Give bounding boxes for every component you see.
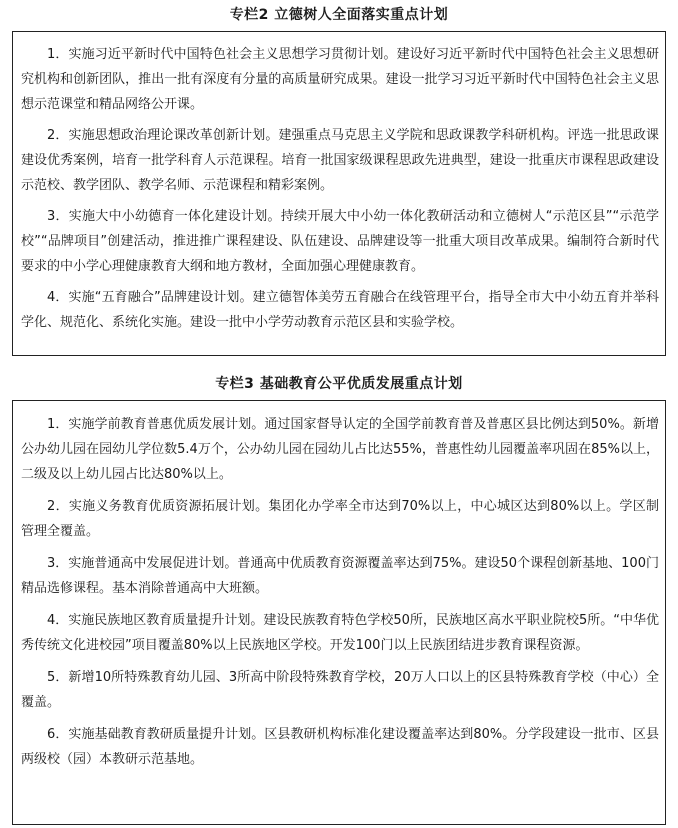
section-2-item-3: 3．实施大中小幼德育一体化建设计划。持续开展大中小幼一体化教研活动和立德树人“示范区县”“示范学校”“品牌项目”创建活动，推进推广课程建设、队伍建设、品牌建设等一批重大项目改革成果。编制符合新时代要求的中小学心理健康教育大纲和地方教材，全面加强心理健康教育。 — [21, 209, 659, 274]
section-3-item-4: 4．实施民族地区教育质量提升计划。建设民族教育特色学校50所，民族地区高水平职业院校5所。“中华优秀传统文化进校园”项目覆盖80%以上民族地区学校。开发100门以上民族团结进步教育课程资源。 — [21, 613, 659, 653]
section-2-box — [12, 31, 666, 356]
section-3-item-3: 3．实施普通高中发展促进计划。普通高中优质教育资源覆盖率达到75%。建设50个课程创新基地、100门精品选修课程。基本消除普通高中大班额。 — [21, 556, 659, 596]
section-2-title: 专栏2 立德树人全面落实重点计划 — [229, 7, 449, 23]
section-3-title: 专栏3 基础教育公平优质发展重点计划 — [215, 376, 463, 392]
section-3-item-1: 1．实施学前教育普惠优质发展计划。通过国家督导认定的全国学前教育普及普惠区县比例达到50%。新增公办幼儿园在园幼儿学位数5.4万个，公办幼儿园在园幼儿占比达55%，普惠性幼儿园覆盖率巩固在85%以上，二级及以上幼儿园占比达80%以上。 — [21, 417, 659, 482]
section-2-item-2: 2．实施思想政治理论课改革创新计划。建强重点马克思主义学院和思政课教学科研机构。评选一批思政课建设优秀案例，培育一批学科育人示范课程。培育一批国家级课程思政先进典型，建设一批重庆市课程思政建设示范校、教学团队、教学名师、示范课程和精彩案例。 — [21, 128, 659, 193]
section-2-item-4: 4．实施“五育融合”品牌建设计划。建立德智体美劳五育融合在线管理平台，指导全市大中小幼五育并举科学化、规范化、系统化实施。建设一批中小学劳动教育示范区县和实验学校。 — [21, 290, 659, 330]
section-3-item-2: 2．实施义务教育优质资源拓展计划。集团化办学率全市达到70%以上，中心城区达到80%以上。学区制管理全覆盖。 — [21, 499, 659, 539]
section-2-item-1: 1．实施习近平新时代中国特色社会主义思想学习贯彻计划。建设好习近平新时代中国特色社会主义思想研究机构和创新团队，推出一批有深度有分量的高质量研究成果。建设一批学习习近平新时代中国特色社会主义思想示范课堂和精品网络公开课。 — [21, 47, 659, 112]
section-3-item-6: 6．实施基础教育教研质量提升计划。区县教研机构标准化建设覆盖率达到80%。分学段建设一批市、区县两级校（园）本教研示范基地。 — [21, 727, 659, 767]
section-3-box — [12, 400, 666, 825]
section-3-item-5: 5．新增10所特殊教育幼儿园、3所高中阶段特殊教育学校，20万人口以上的区县特殊教育学校（中心）全覆盖。 — [21, 670, 659, 710]
